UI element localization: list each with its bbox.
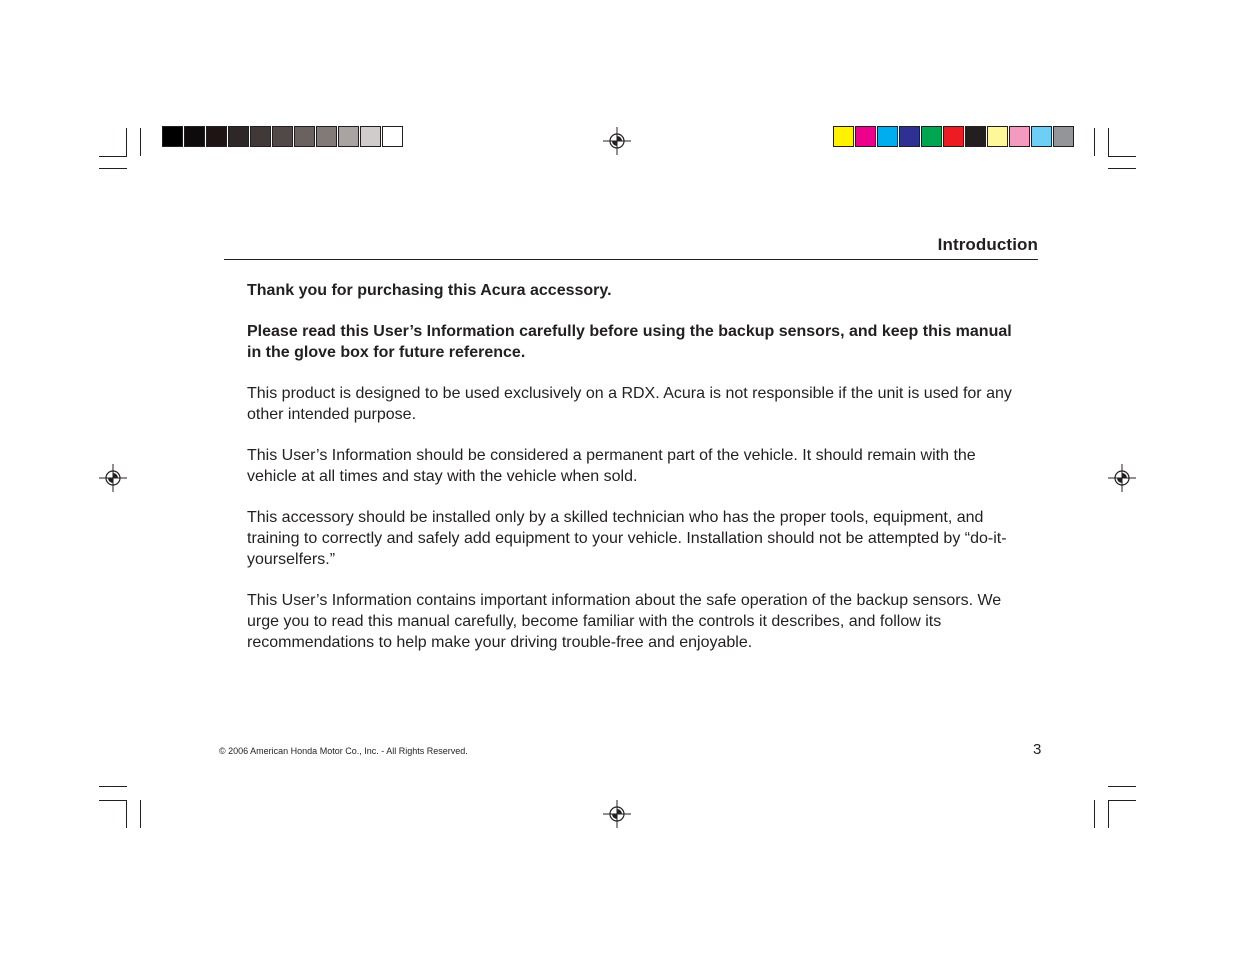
crop-mark-top-left-v (126, 128, 127, 156)
crop-mark-bottom-left-h (99, 786, 127, 787)
color-calibration-bar (833, 126, 1075, 147)
grayscale-swatch (184, 126, 205, 147)
crop-mark-bottom-left-v (126, 800, 127, 828)
grayscale-swatch (316, 126, 337, 147)
crop-mark-bottom-left-v2 (140, 800, 141, 828)
grayscale-calibration-bar (162, 126, 404, 147)
color-swatch (965, 126, 986, 147)
section-title: Introduction (937, 235, 1038, 254)
crop-mark-top-right-h (1108, 156, 1136, 157)
crop-mark-top-left-h2 (99, 168, 127, 169)
paragraph-safe-operation: This User’s Information contains important information about the safe operation of the backup sensors. We urge you to read this manual carefully, become familiar with the controls it describes, and follow its recommendations to help make your driving trouble-free and enjoyable. (247, 592, 1002, 651)
paragraph-thanks: Thank you for purchasing this Acura accessory. (247, 282, 612, 299)
paragraph-installation: This accessory should be installed only by a skilled technician who has the proper tools, equipment, and training to correctly and safely add equipment to your vehicle. Installation should not be attempted by “do-it-yourselfers.” (247, 509, 1007, 568)
grayscale-swatch (294, 126, 315, 147)
color-swatch (855, 126, 876, 147)
registration-mark-left-icon (99, 464, 127, 492)
crop-mark-bottom-right-h2 (1108, 800, 1136, 801)
header-rule (224, 259, 1038, 260)
color-swatch (877, 126, 898, 147)
color-swatch (1009, 126, 1030, 147)
body-content (247, 280, 1017, 673)
registration-mark-bottom-icon (603, 800, 631, 828)
crop-mark-top-right-v (1108, 128, 1109, 156)
crop-mark-bottom-right-h (1108, 786, 1136, 787)
crop-mark-top-left-h (99, 156, 127, 157)
color-swatch (943, 126, 964, 147)
color-swatch (1053, 126, 1074, 147)
crop-mark-bottom-right-v (1108, 800, 1109, 828)
grayscale-swatch (272, 126, 293, 147)
page-number: 3 (1033, 741, 1042, 758)
grayscale-swatch (162, 126, 183, 147)
color-swatch (921, 126, 942, 147)
color-swatch (833, 126, 854, 147)
crop-mark-bottom-right-v2 (1094, 800, 1095, 828)
paragraph-exclusive-use: This product is designed to be used exclusively on a RDX. Acura is not responsible if the unit is used for any other intended purpose. (247, 385, 1012, 423)
grayscale-swatch (250, 126, 271, 147)
color-swatch (899, 126, 920, 147)
paragraph-permanent-part: This User’s Information should be considered a permanent part of the vehicle. It should remain with the vehicle at all times and stay with the vehicle when sold. (247, 447, 976, 485)
crop-mark-top-right-h2 (1108, 168, 1136, 169)
crop-mark-top-right-v2 (1094, 128, 1095, 156)
grayscale-swatch (228, 126, 249, 147)
grayscale-swatch (360, 126, 381, 147)
color-swatch (1031, 126, 1052, 147)
crop-mark-top-left-v2 (140, 128, 141, 156)
crop-mark-bottom-left-h2 (99, 800, 127, 801)
copyright-notice: © 2006 American Honda Motor Co., Inc. - All Rights Reserved. (219, 746, 468, 756)
registration-mark-top-icon (603, 127, 631, 155)
grayscale-swatch (338, 126, 359, 147)
registration-mark-right-icon (1108, 464, 1136, 492)
grayscale-swatch (206, 126, 227, 147)
color-swatch (987, 126, 1008, 147)
paragraph-read-carefully: Please read this User’s Information carefully before using the backup sensors, and keep this manual in the glove box for future reference. (247, 323, 1012, 361)
grayscale-swatch (382, 126, 403, 147)
